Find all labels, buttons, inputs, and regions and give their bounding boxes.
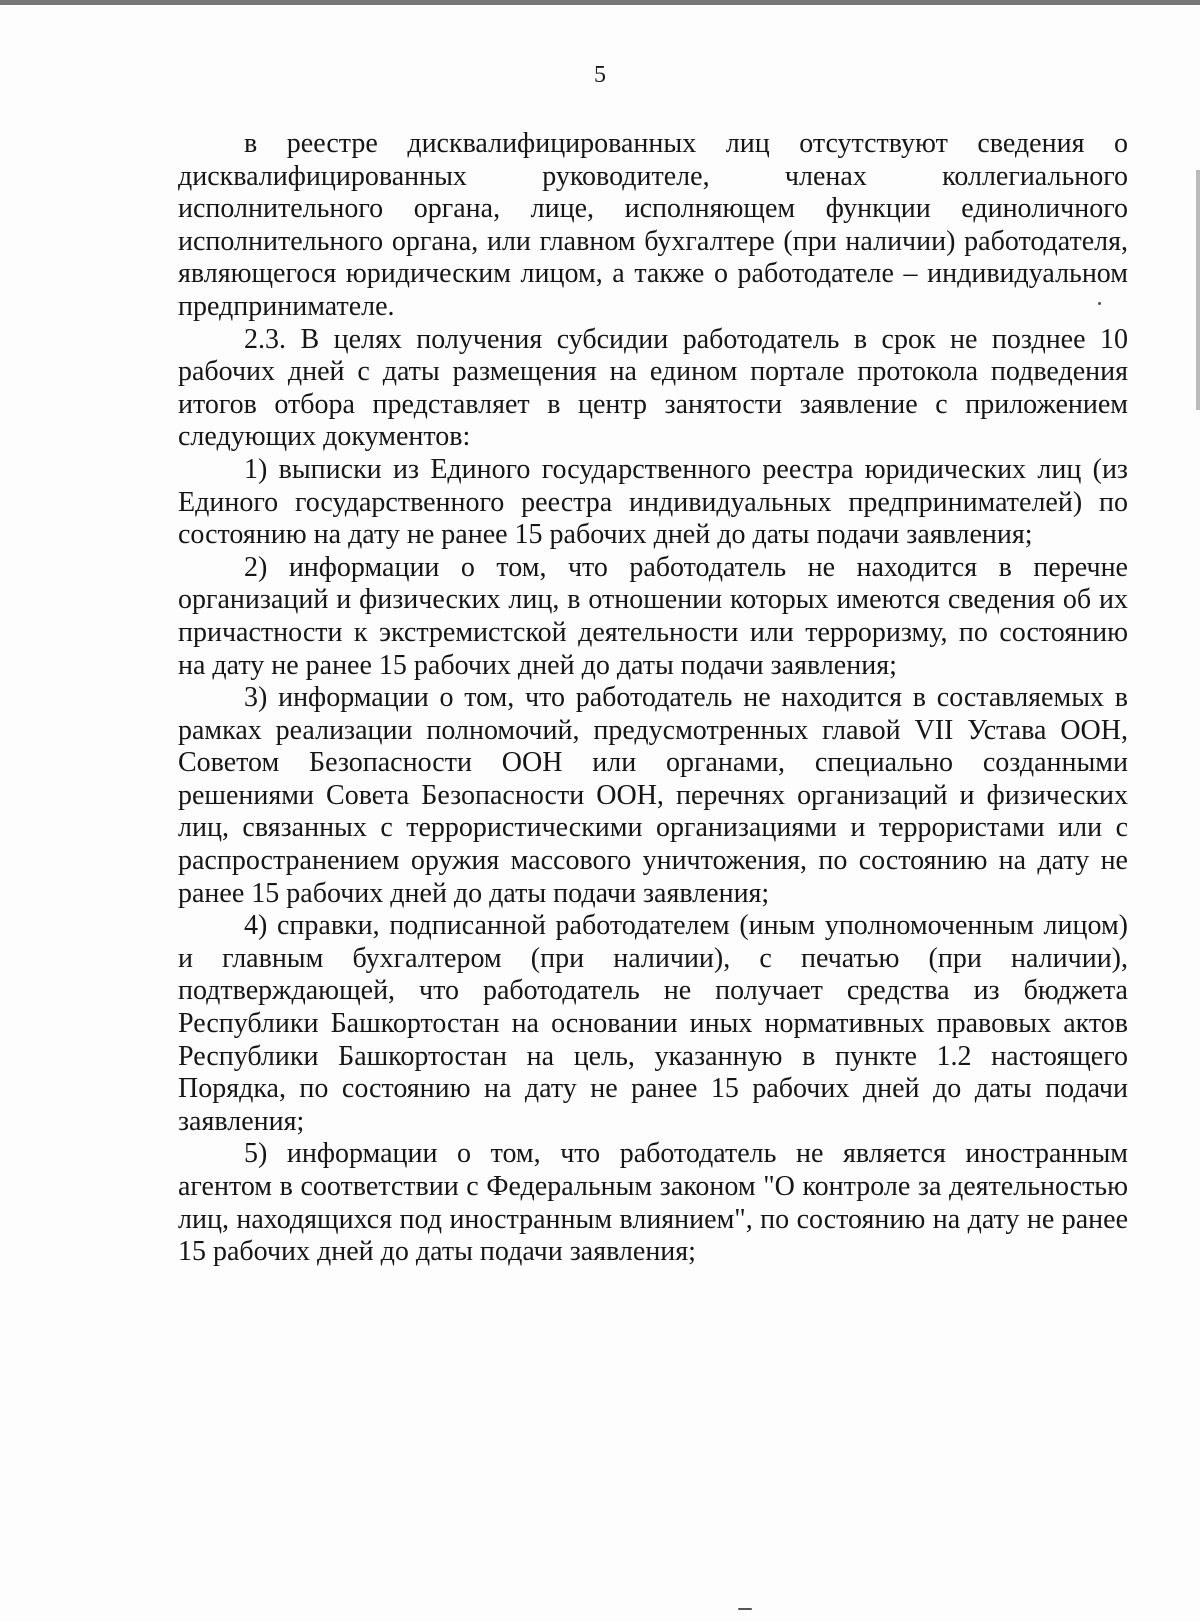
- paragraph-item-5: 5) информации о том, что работодатель не является иностранным агентом в соответствии с Федеральным законом "О контроле за деятельностью лиц, находящихся под иностранным влиянием", по состоянию на дату не ранее 15 рабочих дней до даты подачи заявления;: [178, 1138, 1128, 1268]
- scan-speck: [1098, 302, 1101, 305]
- paragraph-item-3: 3) информации о том, что работодатель не находится в составляемых в рамках реализации полномочий, предусмотренных главой VII Устава ООН, Советом Безопасности ООН или органами, специально созданными решениями Совета Безопасности ООН, перечнях организаций и физических лиц, связанных с террористическими организациями и террористами или с распространением оружия массового уничтожения, по состоянию на дату не ранее 15 рабочих дней до даты подачи заявления;: [178, 682, 1128, 909]
- scan-top-edge: [0, 0, 1200, 5]
- scan-speck: [738, 1608, 752, 1610]
- paragraph-item-2: 2) информации о том, что работодатель не находится в перечне организаций и физических лиц, в отношении которых имеются сведения об их причастности к экстремистской деятельности или терроризму, по состоянию на дату не ранее 15 рабочих дней до даты подачи заявления;: [178, 551, 1128, 681]
- paragraph-2-3: 2.3. В целях получения субсидии работодатель в срок не позднее 10 рабочих дней с даты размещения на едином портале протокола подведения итогов отбора представляет в центр занятости заявление с приложением следующих документов:: [178, 323, 1128, 453]
- scan-right-edge: [1196, 170, 1200, 410]
- paragraph-item-1: 1) выписки из Единого государственного реестра юридических лиц (из Единого государственного реестра индивидуальных предпринимателей) по состоянию на дату не ранее 15 рабочих дней до даты подачи заявления;: [178, 453, 1128, 551]
- page-number: 5: [594, 62, 606, 88]
- paragraph-disqualified-registry: в реестре дисквалифицированных лиц отсутствуют сведения о дисквалифицированных руководителе, членах коллегиального исполнительного органа, лице, исполняющем функции единоличного исполнительного органа, или главном бухгалтере (при наличии) работодателя, являющегося юридическим лицом, а также о работодателе – индивидуальном предпринимателе.: [178, 128, 1128, 322]
- paragraph-item-4: 4) справки, подписанной работодателем (иным уполномоченным лицом) и главным бухгалтером (при наличии), с печатью (при наличии), подтверждающей, что работодатель не получает средства из бюджета Республики Башкортостан на основании иных нормативных правовых актов Республики Башкортостан на цель, указанную в пункте 1.2 настоящего Порядка, по состоянию на дату не ранее 15 рабочих дней до даты подачи заявления;: [178, 910, 1128, 1137]
- document-body: [178, 128, 1128, 1269]
